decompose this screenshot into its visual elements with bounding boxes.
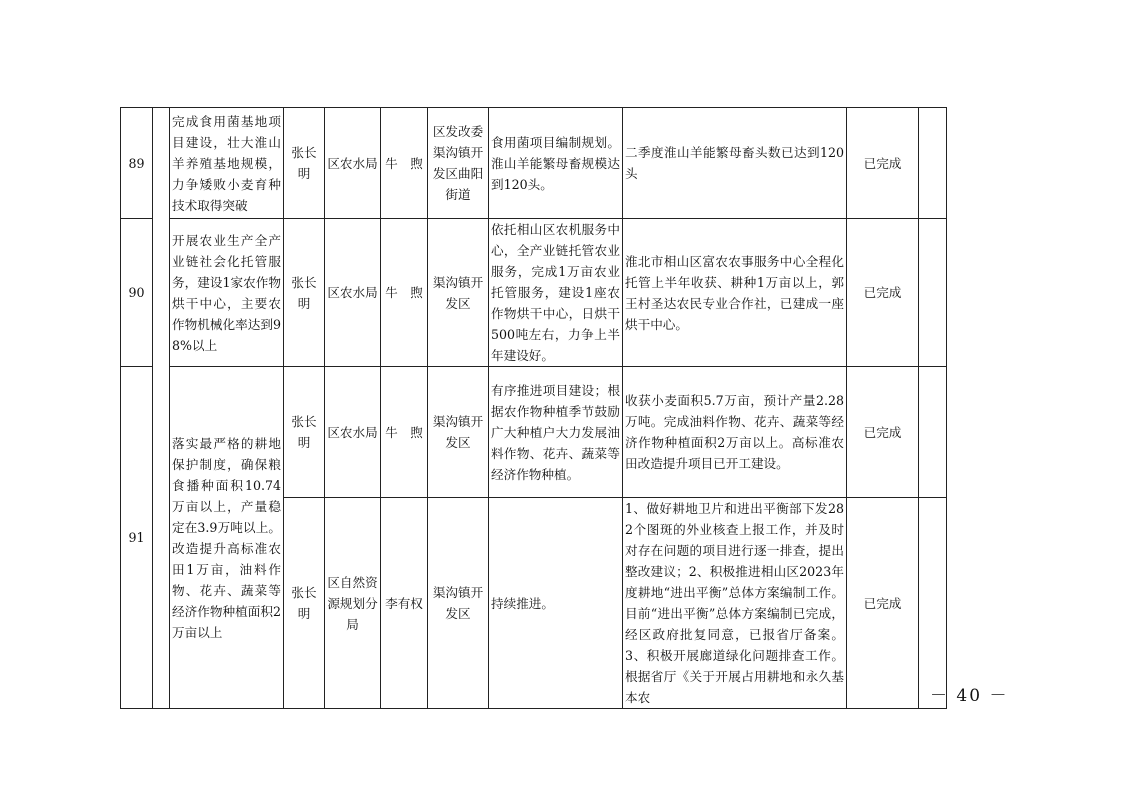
- unit-cell: 区农水局: [325, 108, 381, 219]
- table-row: [121, 219, 947, 367]
- person-cell: 牛 煦: [381, 219, 428, 367]
- plan-cell: 依托相山区农机服务中心，全产业链托管农业服务，完成1万亩农业托管服务，建设1座农作物烘干中心，日烘干500吨左右，力争上半年建设好。: [489, 219, 623, 367]
- progress-cell: 收获小麦面积5.7万亩，预计产量2.28万吨。完成油料作物、花卉、蔬菜等经济作物种植面积2万亩以上。高标准农田改造提升项目已开工建设。: [623, 367, 847, 498]
- table-row: [121, 367, 947, 498]
- row-number: 90: [121, 219, 153, 367]
- status-cell: 已完成: [847, 498, 919, 709]
- remark-cell: [919, 498, 947, 709]
- status-cell: 已完成: [847, 367, 919, 498]
- task-cell: 落实最严格的耕地保护制度，确保粮食播种面积10.74万亩以上，产量稳定在3.9万吨以上。改造提升高标准农田1万亩，油料作物、花卉、蔬菜等经济作物种植面积2万亩以上: [170, 367, 284, 709]
- task-cell: 开展农业生产全产业链社会化托管服务，建设1家农作物烘干中心，主要农作物机械化率达到98%以上: [170, 219, 284, 367]
- task-cell: 完成食用菌基地项目建设，壮大淮山羊养殖基地规模，力争矮败小麦育种技术取得突破: [170, 108, 284, 219]
- table-row: [121, 108, 947, 219]
- remark-cell: [919, 219, 947, 367]
- person-cell: 牛 煦: [381, 108, 428, 219]
- progress-cell: 1、做好耕地卫片和进出平衡部下发282个图斑的外业核查上报工作，并及时对存在问题的项目进行逐一排查，提出整改建议；2、积极推进相山区2023年度耕地“进出平衡”总体方案编制工作。目前“进出平衡”总体方案编制已完成，经区政府批复同意，已报省厅备案。3、积极开展廊道绿化问题排查工作。根据省厅《关于开展占用耕地和永久基本农: [623, 498, 847, 709]
- status-cell: 已完成: [847, 219, 919, 367]
- leader-cell: 张长明: [284, 219, 325, 367]
- status-cell: 已完成: [847, 108, 919, 219]
- unit-cell: 区农水局: [325, 367, 381, 498]
- leader-cell: 张长明: [284, 367, 325, 498]
- person-cell: 李有权: [381, 498, 428, 709]
- leader-cell: 张长明: [284, 498, 325, 709]
- area-cell: 渠沟镇开发区: [428, 498, 489, 709]
- plan-cell: 有序推进项目建设；根据农作物种植季节鼓励广大种植户大力发展油料作物、花卉、蔬菜等经济作物种植。: [489, 367, 623, 498]
- row-number: 89: [121, 108, 153, 219]
- remark-cell: [919, 367, 947, 498]
- area-cell: 渠沟镇开发区: [428, 219, 489, 367]
- unit-cell: 区农水局: [325, 219, 381, 367]
- supervision-table: [120, 107, 947, 709]
- area-cell: 区发改委渠沟镇开发区曲阳街道: [428, 108, 489, 219]
- page-number: － 40 －: [930, 686, 1009, 706]
- blank-column: [153, 108, 170, 709]
- progress-cell: 淮北市相山区富农农事服务中心全程化托管上半年收获、耕种1万亩以上，郭王村圣达农民专业合作社，已建成一座烘干中心。: [623, 219, 847, 367]
- row-number: 91: [121, 367, 153, 709]
- person-cell: 牛 煦: [381, 367, 428, 498]
- plan-cell: 食用菌项目编制规划。淮山羊能繁母畜规模达到120头。: [489, 108, 623, 219]
- remark-cell: [919, 108, 947, 219]
- area-cell: 渠沟镇开发区: [428, 367, 489, 498]
- plan-cell: 持续推进。: [489, 498, 623, 709]
- unit-cell: 区自然资源规划分局: [325, 498, 381, 709]
- leader-cell: 张长明: [284, 108, 325, 219]
- progress-cell: 二季度淮山羊能繁母畜头数已达到120头: [623, 108, 847, 219]
